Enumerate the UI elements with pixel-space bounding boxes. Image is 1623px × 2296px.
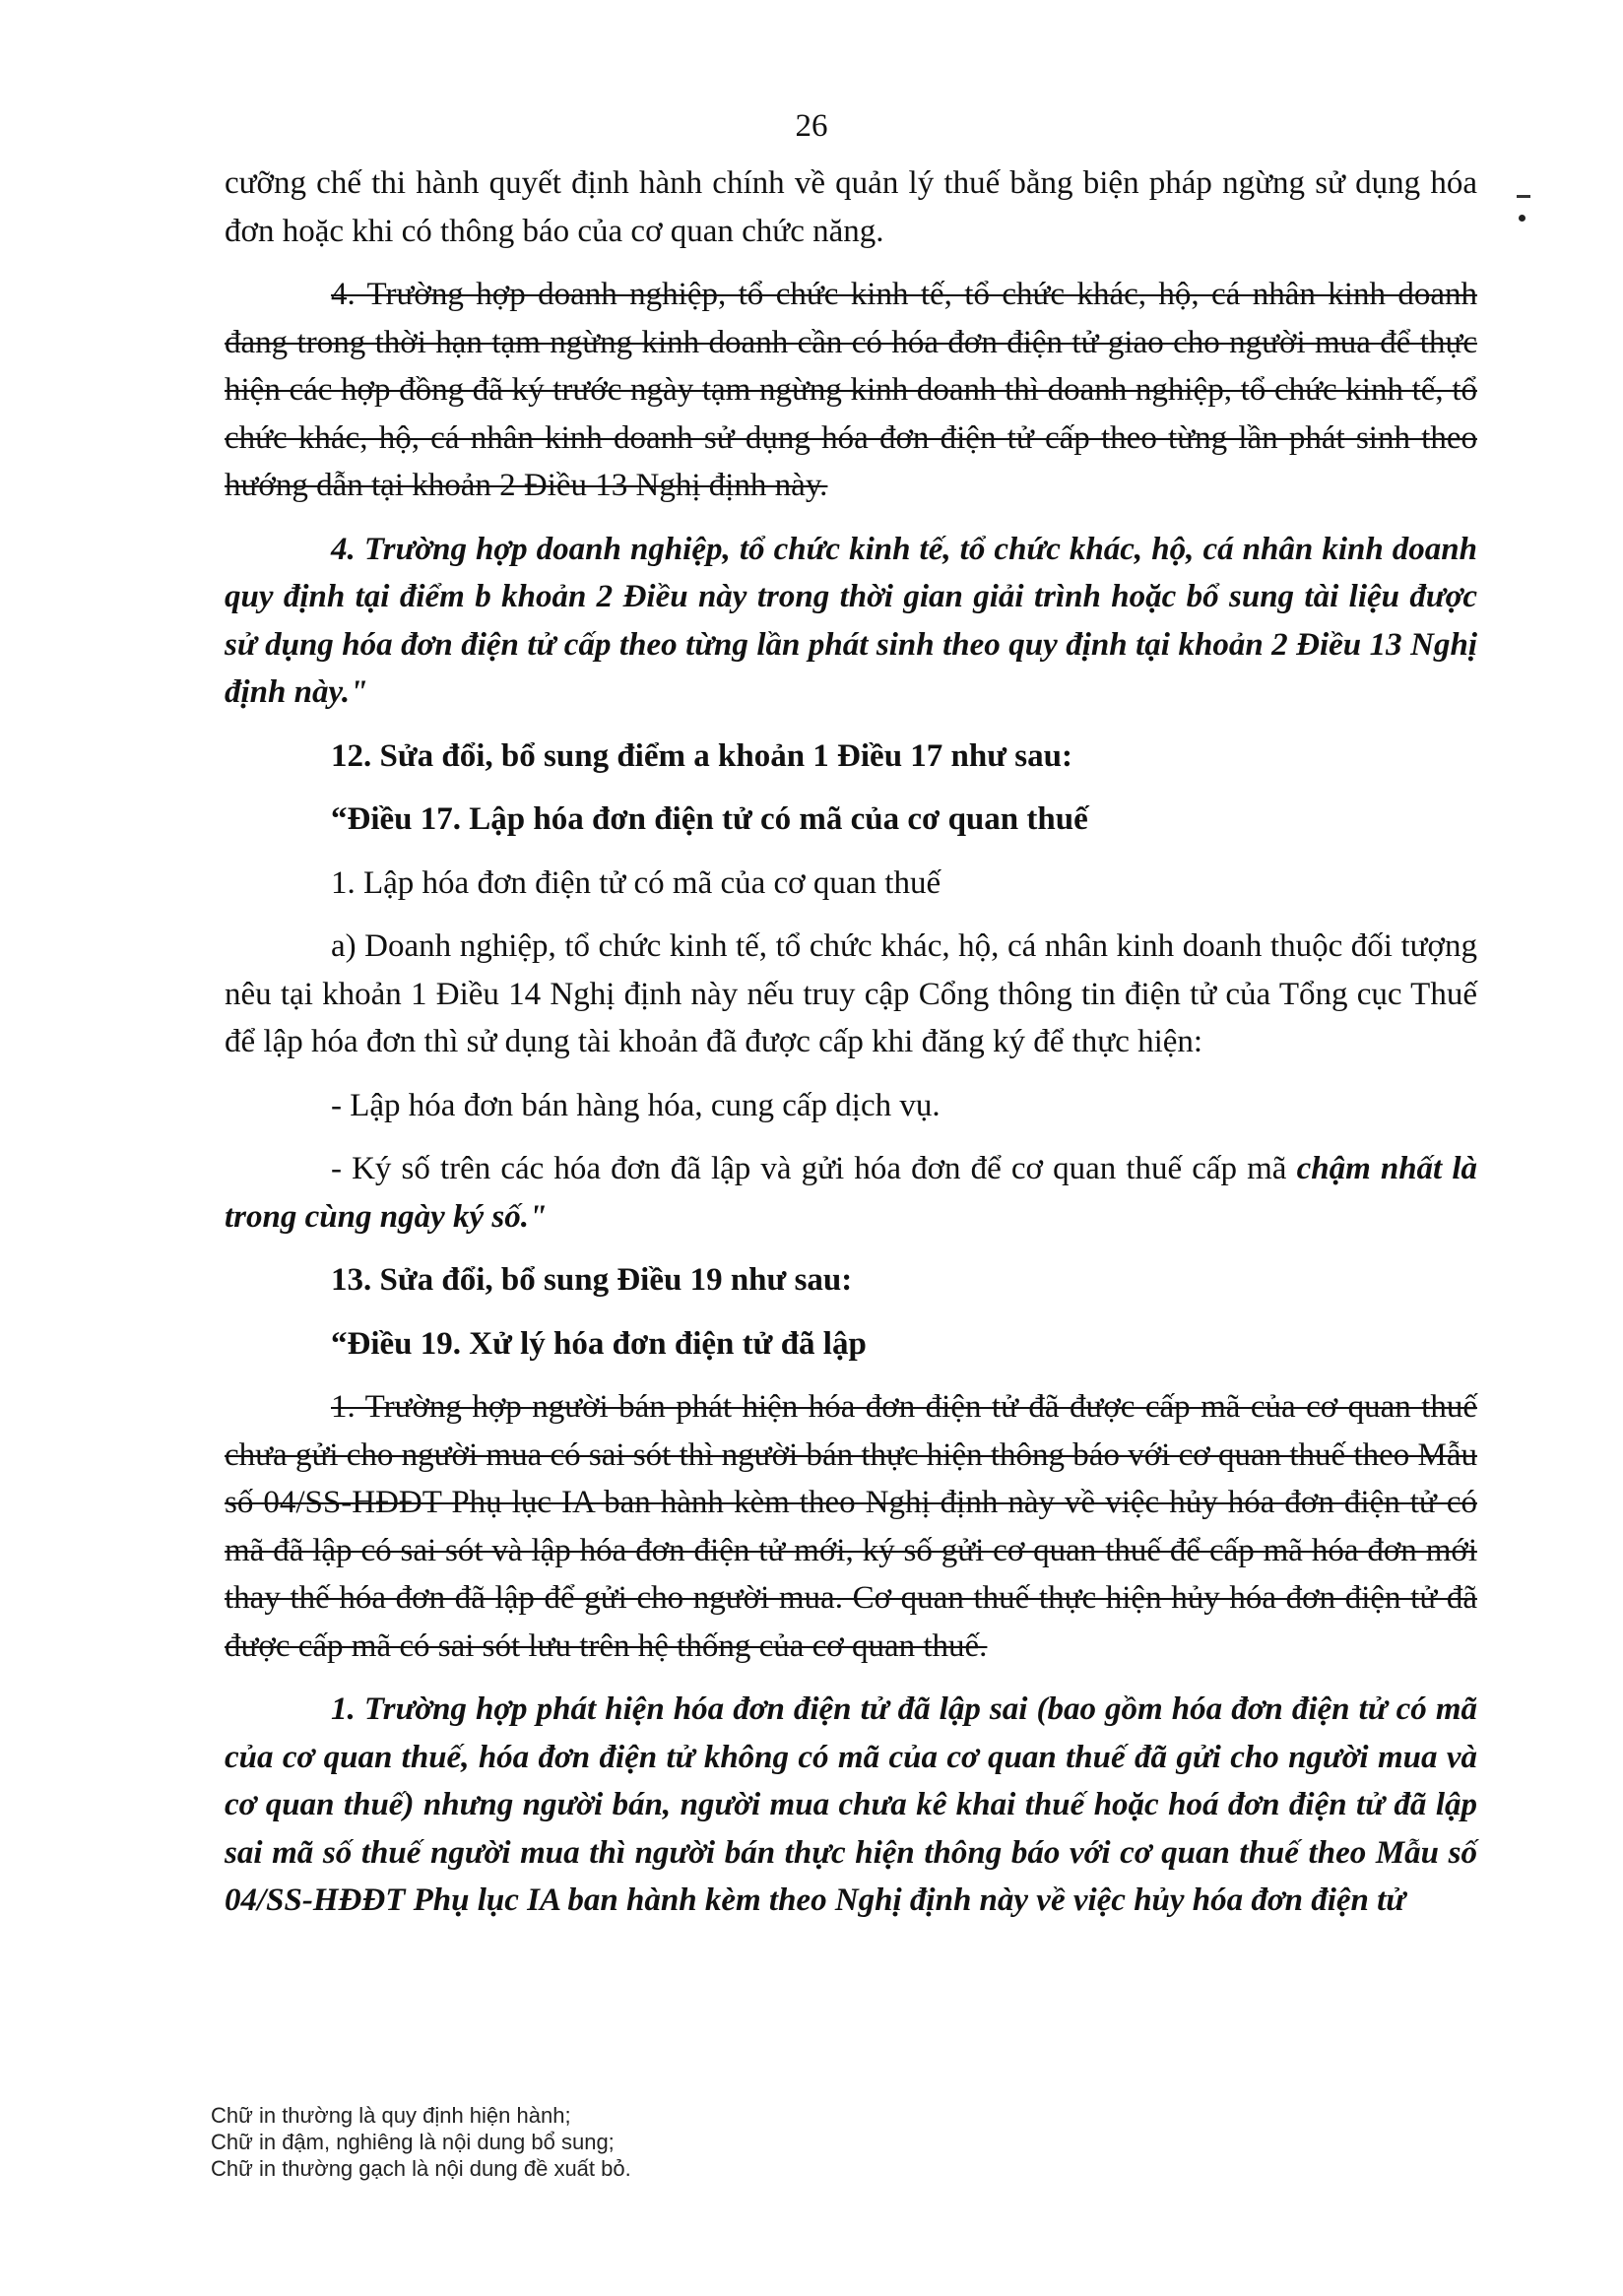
footnote-line: Chữ in thường là quy định hiện hành; xyxy=(211,2103,571,2128)
paragraph-article-17-clause-1: 1. Lập hóa đơn điện tử có mã của cơ quan thuế xyxy=(331,864,941,901)
margin-mark xyxy=(1517,195,1530,198)
paragraph-added-article-19-clause-1: 1. Trường hợp phát hiện hóa đơn điện tử đã lập sai (bao gồm hóa đơn điện tử có mã của cơ quan thuế, hóa đơn điện tử không có mã của cơ quan thuế đã gửi cho người mua và cơ quan thuế) nhưng người bán, người mua chưa kê khai thuế hoặc hoá đơn điện tử đã lập sai mã số thuế người mua thì người bán thực hiện thông báo với cơ quan thuế theo Mẫu số 04/SS-HĐĐT Phụ lục IA ban hành kèm theo Nghị định này về việc hủy hóa đơn điện tử xyxy=(225,1691,1477,1918)
heading-article-17: “Điều 17. Lập hóa đơn điện tử có mã của cơ quan thuế xyxy=(331,801,1088,837)
paragraph-article-17-point-a: a) Doanh nghiệp, tổ chức kinh tế, tổ chức khác, hộ, cá nhân kinh doanh thuộc đối tượng nêu tại khoản 1 Điều 14 Nghị định này nếu truy cập Cổng thông tin điện tử của Tổng cục Thuế để lập hóa đơn thì sử dụng tài khoản đã được cấp khi đăng ký để thực hiện: xyxy=(225,928,1477,1059)
heading-item-12: 12. Sửa đổi, bổ sung điểm a khoản 1 Điều 17 như sau: xyxy=(331,737,1072,774)
legend-footnote xyxy=(211,2102,631,2182)
document-body xyxy=(225,159,1477,1941)
footnote-line: Chữ in đậm, nghiêng là nội dung bổ sung; xyxy=(211,2130,615,2154)
margin-dot xyxy=(1519,215,1526,222)
bullet-added-text: chậm nhất là trong cùng ngày ký số." xyxy=(225,1151,1477,1235)
paragraph-bullet-digital-signature xyxy=(225,1145,1477,1241)
paragraph-continuation: cưỡng chế thi hành quyết định hành chính về quản lý thuế bằng biện pháp ngừng sử dụng hóa đơn hoặc khi có thông báo của cơ quan chức năng. xyxy=(225,165,1477,249)
paragraph-bullet-create-invoice: - Lập hóa đơn bán hàng hóa, cung cấp dịch vụ. xyxy=(331,1087,941,1123)
paragraph-added-clause-4: 4. Trường hợp doanh nghiệp, tổ chức kinh tế, tổ chức khác, hộ, cá nhân kinh doanh quy định tại điểm b khoản 2 Điều này trong thời gian giải trình hoặc bổ sung tài liệu được sử dụng hóa đơn điện tử cấp theo từng lần phát sinh theo quy định tại khoản 2 Điều 13 Nghị định này." xyxy=(225,531,1477,710)
paragraph-deleted-article-19-clause-1: 1. Trường hợp người bán phát hiện hóa đơn điện tử đã được cấp mã của cơ quan thuế chưa gửi cho người mua có sai sót thì người bán thực hiện thông báo với cơ quan thuế theo Mẫu số 04/SS-HĐĐT Phụ lục IA ban hành kèm theo Nghị định này về việc hủy hóa đơn điện tử có mã đã lập có sai sót và lập hóa đơn điện tử mới, ký số gửi cơ quan thuế để cấp mã hóa đơn mới thay thế hóa đơn đã lập để gửi cho người mua. Cơ quan thuế thực hiện hủy hóa đơn điện tử đã được cấp mã có sai sót lưu trên hệ thống của cơ quan thuế. xyxy=(225,1389,1477,1664)
bullet-lead-text: - Ký số trên các hóa đơn đã lập và gửi hóa đơn để cơ quan thuế cấp mã xyxy=(331,1151,1287,1186)
heading-article-19: “Điều 19. Xử lý hóa đơn điện tử đã lập xyxy=(331,1325,867,1362)
page-number: 26 xyxy=(795,108,828,144)
footnote-line: Chữ in thường gạch là nội dung đề xuất bỏ. xyxy=(211,2156,631,2181)
paragraph-deleted-clause-4: 4. Trường hợp doanh nghiệp, tổ chức kinh tế, tổ chức khác, hộ, cá nhân kinh doanh đang trong thời hạn tạm ngừng kinh doanh cần có hóa đơn điện tử giao cho người mua để thực hiện các hợp đồng đã ký trước ngày tạm ngừng kinh doanh thì doanh nghiệp, tổ chức kinh tế, tổ chức khác, hộ, cá nhân kinh doanh sử dụng hóa đơn điện tử cấp theo từng lần phát sinh theo hướng dẫn tại khoản 2 Điều 13 Nghị định này. xyxy=(225,277,1477,503)
heading-item-13: 13. Sửa đổi, bổ sung Điều 19 như sau: xyxy=(331,1262,853,1298)
